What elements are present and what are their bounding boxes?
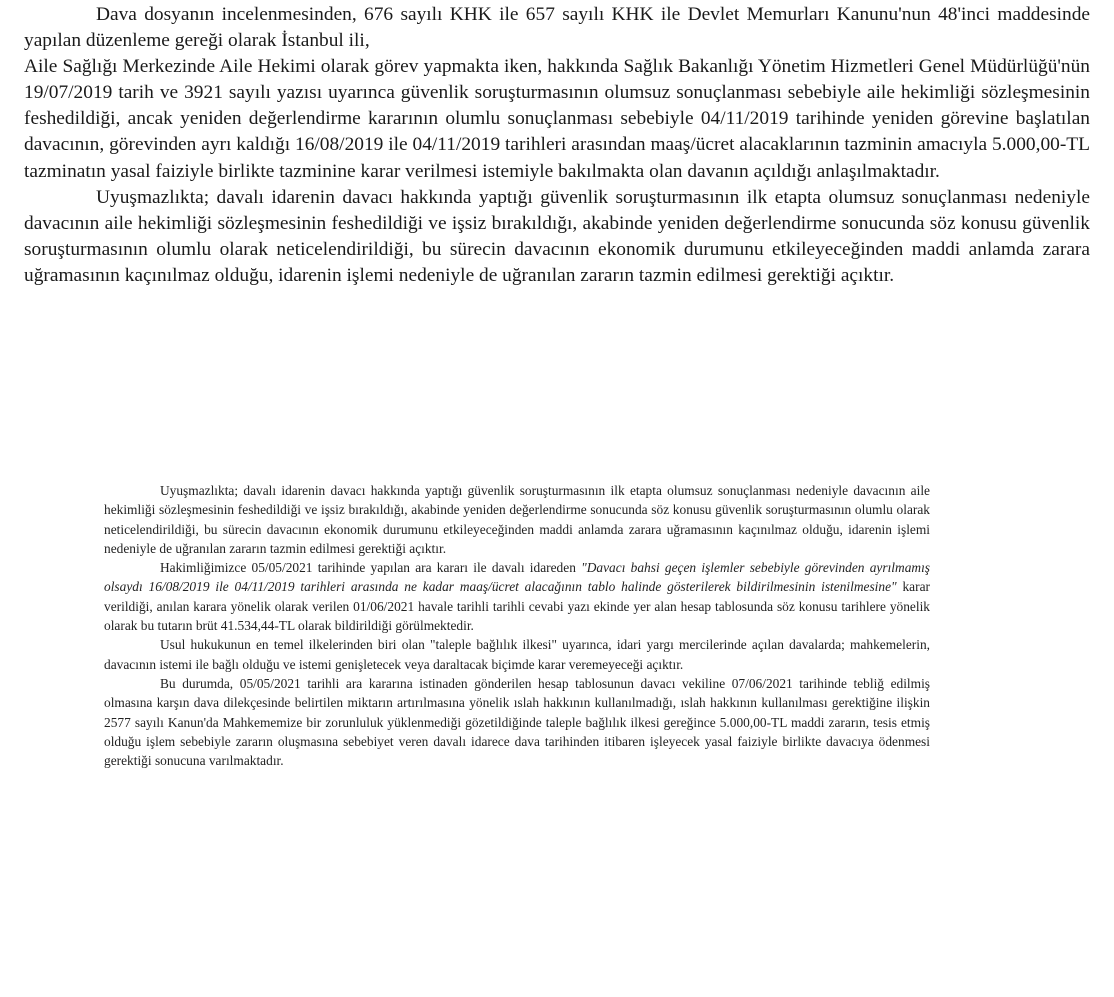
lower-paragraph-2 — [104, 558, 930, 635]
lower-paragraph-4: Bu durumda, 05/05/2021 tarihli ara kararına istinaden gönderilen hesap tablosunun davacı vekiline 07/06/2021 tarihinde tebliğ edilmiş olmasına karşın dava dilekçesinde belirtilen miktarın artırılmasına yönelik ıslah hakkının kullanılmadığı, ıslah hakkının kullanılması gerektiğine ilişkin 2577 sayılı Kanun'da Mahkememize bir zorunluluk yüklenmediği gözetildiğinde taleple bağlılık ilkesi gereğince 5.000,00-TL maddi zararın, tesis etmiş olduğu işlem sebebiyle zararın oluşmasına sebebiyet veren davalı idarece dava tarihinden itibaren işleyecek yasal faiziyle birlikte davacıya ödenmesi gerektiği sonucuna varılmaktadır. — [104, 675, 930, 769]
lower-paragraph-1: Uyuşmazlıkta; davalı idarenin davacı hakkında yaptığı güvenlik soruşturmasının ilk etapta olumsuz sonuçlanması nedeniyle davacının aile hekimliği sözleşmesinin feshedildiği ve işsiz bırakıldığı, akabinde yeniden değerlendirme sonucunda söz konusu güvenlik soruşturmasının olumlu olarak neticelendirildiği, bu sürecin davacının ekonomik durumunu etkileyeceğinden maddi anlamda zarara uğramasının kaçınılmaz olduğu, idarenin işlemi nedeniyle de uğranılan zararın tazmin edilmesi gerektiği açıktır. — [104, 483, 930, 556]
lower-paragraph-2-quote: "Davacı bahsi geçen işlemler sebebiyle görevinden ayrılmamış olsaydı 16/08/2019 ile 04/11/2019 tarihleri arasında ne kadar maaş/ücret alacağının tablo halinde gösterilerek bildirilmesinin istenilmesine" — [104, 560, 930, 595]
lower-paragraph-2-intro: Hakimliğimizce 05/05/2021 tarihinde yapılan ara kararı ile davalı idareden — [160, 560, 582, 576]
upper-document-excerpt — [24, 2, 1090, 289]
lower-paragraph-3: Usul hukukunun en temel ilkelerinden biri olan "taleple bağlılık ilkesi" uyarınca, idari yargı mercilerinde açılan davalarda; mahkemelerin, davacının istemi ile bağlı olduğu ve istemi genişletecek veya daraltacak biçimde karar veremeyeceği açıktır. — [104, 637, 930, 672]
upper-paragraph-2: Uyuşmazlıkta; davalı idarenin davacı hakkında yaptığı güvenlik soruşturmasının ilk etapta olumsuz sonuçlanması nedeniyle davacının aile hekimliği sözleşmesinin feshedildiği ve işsiz bırakıldığı, akabinde yeniden değerlendirme sonucunda söz konusu güvenlik soruşturmasının olumlu olarak neticelendirildiği, bu sürecin davacının ekonomik durumunu etkileyeceğinden maddi anlamda zarara uğramasının kaçınılmaz olduğu, idarenin işlemi nedeniyle de uğranılan zararın tazmin edilmesi gerektiği açıktır. — [24, 186, 1090, 286]
lower-paragraph-2-rest: karar verildiği, anılan karara yönelik olarak verilen 01/06/2021 havale tarihli tarihli cevabi yazı ekinde yer alan hesap tablosunda söz konusu tarihlere yönelik olarak bu tutarın brüt 41.534,44-TL olarak bildirildiği görülmektedir. — [104, 579, 930, 634]
upper-paragraph-1-line-2: Aile Sağlığı Merkezinde Aile Hekimi olarak görev yapmakta iken, hakkında Sağlık Bakanlığı Yönetim Hizmetleri Genel Müdürlüğü'nün 19/07/2019 tarih ve 3921 sayılı yazısı uyarınca güvenlik soruşturmasının olumsuz sonuçlanması sebebiyle aile hekimliği sözleşmesinin feshedildiği, ancak yeniden değerlendirme kararının olumlu sonuçlanması sebebiyle 04/11/2019 tarihinde yeniden görevine başlatılan davacının, görevinden ayrı kaldığı 16/08/2019 ile 04/11/2019 tarihleri arasından maaş/ücret alacaklarının tazminin amacıyla 5.000,00-TL tazminatın yasal faiziyle birlikte tazminine karar verilmesi istemiyle bakılmakta olan davanın açıldığı anlaşılmaktadır. — [24, 56, 1090, 182]
upper-paragraph-1-line-1: Dava dosyanın incelenmesinden, 676 sayılı KHK ile 657 sayılı KHK ile Devlet Memurları Kanunu'nun 48'inci maddesinde yapılan düzenleme gereği olarak İstanbul ili, — [24, 4, 1090, 52]
lower-document-excerpt — [104, 481, 930, 770]
